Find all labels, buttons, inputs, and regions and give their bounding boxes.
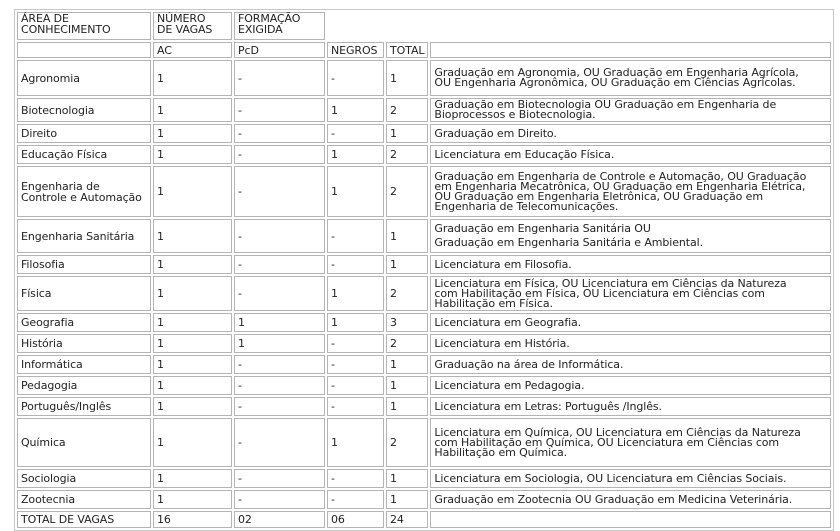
total-cell: 1	[386, 469, 428, 488]
negros-cell: -	[327, 355, 384, 374]
requirement-cell: Licenciatura em Educação Física.	[430, 145, 831, 164]
header-numero-vagas: NÚMERO DE VAGAS	[153, 12, 232, 40]
totals-total: 24	[386, 511, 428, 528]
ac-cell: 1	[153, 313, 232, 332]
negros-cell: 1	[327, 418, 384, 467]
table-row	[17, 490, 831, 509]
pcd-cell: -	[234, 98, 325, 122]
ac-cell: 1	[153, 334, 232, 353]
total-cell: 2	[386, 276, 428, 311]
total-cell: 1	[386, 490, 428, 509]
requirement-cell: Licenciatura em Geografia.	[430, 313, 831, 332]
requirement-cell: Licenciatura em Letras: Português /Inglês.	[430, 397, 831, 416]
pcd-cell: -	[234, 376, 325, 395]
pcd-cell: -	[234, 219, 325, 253]
area-cell: Física	[17, 276, 151, 311]
negros-cell: 1	[327, 313, 384, 332]
ac-cell: 1	[153, 276, 232, 311]
ac-cell: 1	[153, 219, 232, 253]
total-cell: 2	[386, 166, 428, 217]
area-cell: História	[17, 334, 151, 353]
total-cell: 2	[386, 334, 428, 353]
ac-cell: 1	[153, 469, 232, 488]
requirement-cell: Licenciatura em Pedagogia.	[430, 376, 831, 395]
totals-negros: 06	[327, 511, 384, 528]
header-blank-2	[430, 42, 831, 58]
total-cell: 1	[386, 60, 428, 96]
table-row	[17, 276, 831, 311]
pcd-cell: -	[234, 490, 325, 509]
table-row	[17, 313, 831, 332]
total-cell: 2	[386, 418, 428, 467]
total-cell: 1	[386, 124, 428, 143]
negros-cell: -	[327, 334, 384, 353]
table-row	[17, 255, 831, 274]
header-empty-1	[327, 12, 384, 40]
header-negros: NEGROS	[327, 42, 384, 58]
pcd-cell: -	[234, 469, 325, 488]
requirement-cell: Graduação na área de Informática.	[430, 355, 831, 374]
ac-cell: 1	[153, 145, 232, 164]
requirement-cell: Licenciatura em Filosofia.	[430, 255, 831, 274]
requirement-cell: Licenciatura em Química, OU Licenciatura em Ciências da Natureza com Habilitação em Química, OU Licenciatura em Ciências com Habilitação em Química.	[430, 418, 831, 467]
table-row	[17, 145, 831, 164]
header-empty-3	[430, 12, 831, 40]
ac-cell: 1	[153, 376, 232, 395]
totals-row	[17, 511, 831, 528]
ac-cell: 1	[153, 60, 232, 96]
negros-cell: -	[327, 397, 384, 416]
header-row-1	[17, 12, 831, 40]
header-area: ÁREA DE CONHECIMENTO	[17, 12, 151, 40]
requirement-cell: Graduação em Direito.	[430, 124, 831, 143]
ac-cell: 1	[153, 255, 232, 274]
negros-cell: 1	[327, 145, 384, 164]
area-cell: Agronomia	[17, 60, 151, 96]
total-cell: 2	[386, 98, 428, 122]
requirement-cell: Licenciatura em Sociologia, OU Licenciatura em Ciências Sociais.	[430, 469, 831, 488]
table-row	[17, 355, 831, 374]
pcd-cell: -	[234, 166, 325, 217]
negros-cell: -	[327, 255, 384, 274]
requirement-cell: Graduação em Engenharia de Controle e Automação, OU Graduação em Engenharia Mecatrônica, OU Graduação em Engenharia Elétrica, OU Graduação em Engenharia Eletrônica, OU Graduação em Engenharia de Telecomunicações.	[430, 166, 831, 217]
table-row	[17, 98, 831, 122]
area-cell: Engenharia de Controle e Automação	[17, 166, 151, 217]
totals-ac: 16	[153, 511, 232, 528]
requirement-cell: Graduação em Engenharia Sanitária OU Graduação em Engenharia Sanitária e Ambiental.	[430, 219, 831, 253]
requirement-cell: Graduação em Zootecnia OU Graduação em Medicina Veterinária.	[430, 490, 831, 509]
negros-cell: -	[327, 219, 384, 253]
ac-cell: 1	[153, 124, 232, 143]
area-cell: Pedagogia	[17, 376, 151, 395]
header-row-2	[17, 42, 831, 58]
header-empty-2	[386, 12, 428, 40]
negros-cell: -	[327, 490, 384, 509]
negros-cell: -	[327, 124, 384, 143]
totals-pcd: 02	[234, 511, 325, 528]
vacancy-table-body	[17, 12, 831, 528]
negros-cell: -	[327, 469, 384, 488]
ac-cell: 1	[153, 397, 232, 416]
negros-cell: -	[327, 376, 384, 395]
header-ac: AC	[153, 42, 232, 58]
pcd-cell: -	[234, 145, 325, 164]
pcd-cell: 1	[234, 313, 325, 332]
table-row	[17, 124, 831, 143]
ac-cell: 1	[153, 98, 232, 122]
table-row	[17, 397, 831, 416]
pcd-cell: -	[234, 397, 325, 416]
totals-blank	[430, 511, 831, 528]
total-cell: 1	[386, 219, 428, 253]
table-row	[17, 376, 831, 395]
area-cell: Engenharia Sanitária	[17, 219, 151, 253]
negros-cell: 1	[327, 98, 384, 122]
header-blank	[17, 42, 151, 58]
area-cell: Português/Inglês	[17, 397, 151, 416]
table-row	[17, 60, 831, 96]
pcd-cell: -	[234, 418, 325, 467]
total-cell: 1	[386, 397, 428, 416]
pcd-cell: -	[234, 355, 325, 374]
pcd-cell: -	[234, 124, 325, 143]
ac-cell: 1	[153, 166, 232, 217]
total-cell: 1	[386, 355, 428, 374]
negros-cell: -	[327, 60, 384, 96]
pcd-cell: 1	[234, 334, 325, 353]
ac-cell: 1	[153, 418, 232, 467]
requirement-cell: Graduação em Biotecnologia OU Graduação em Engenharia de Bioprocessos e Biotecnologia.	[430, 98, 831, 122]
negros-cell: 1	[327, 276, 384, 311]
pcd-cell: -	[234, 276, 325, 311]
table-row	[17, 166, 831, 217]
table-row	[17, 219, 831, 253]
table-row	[17, 418, 831, 467]
area-cell: Informática	[17, 355, 151, 374]
pcd-cell: -	[234, 255, 325, 274]
requirement-cell: Licenciatura em História.	[430, 334, 831, 353]
total-cell: 1	[386, 255, 428, 274]
area-cell: Química	[17, 418, 151, 467]
vacancy-table	[14, 9, 834, 531]
totals-label: TOTAL DE VAGAS	[17, 511, 151, 528]
area-cell: Biotecnologia	[17, 98, 151, 122]
total-cell: 3	[386, 313, 428, 332]
area-cell: Educação Física	[17, 145, 151, 164]
header-pcd: PcD	[234, 42, 325, 58]
header-formacao-exigida: FORMAÇÃO EXIGIDA	[234, 12, 325, 40]
area-cell: Filosofia	[17, 255, 151, 274]
area-cell: Sociologia	[17, 469, 151, 488]
vacancy-table-wrapper	[14, 9, 834, 531]
area-cell: Zootecnia	[17, 490, 151, 509]
area-cell: Direito	[17, 124, 151, 143]
total-cell: 2	[386, 145, 428, 164]
negros-cell: 1	[327, 166, 384, 217]
total-cell: 1	[386, 376, 428, 395]
area-cell: Geografia	[17, 313, 151, 332]
requirement-cell: Graduação em Agronomia, OU Graduação em Engenharia Agrícola, OU Engenharia Agronômica, OU Graduação em Ciências Agrícolas.	[430, 60, 831, 96]
ac-cell: 1	[153, 355, 232, 374]
table-row	[17, 334, 831, 353]
ac-cell: 1	[153, 490, 232, 509]
header-total: TOTAL	[386, 42, 428, 58]
pcd-cell: -	[234, 60, 325, 96]
table-row	[17, 469, 831, 488]
requirement-cell: Licenciatura em Física, OU Licenciatura em Ciências da Natureza com Habilitação em Física, OU Licenciatura em Ciências com Habilitação em Física.	[430, 276, 831, 311]
